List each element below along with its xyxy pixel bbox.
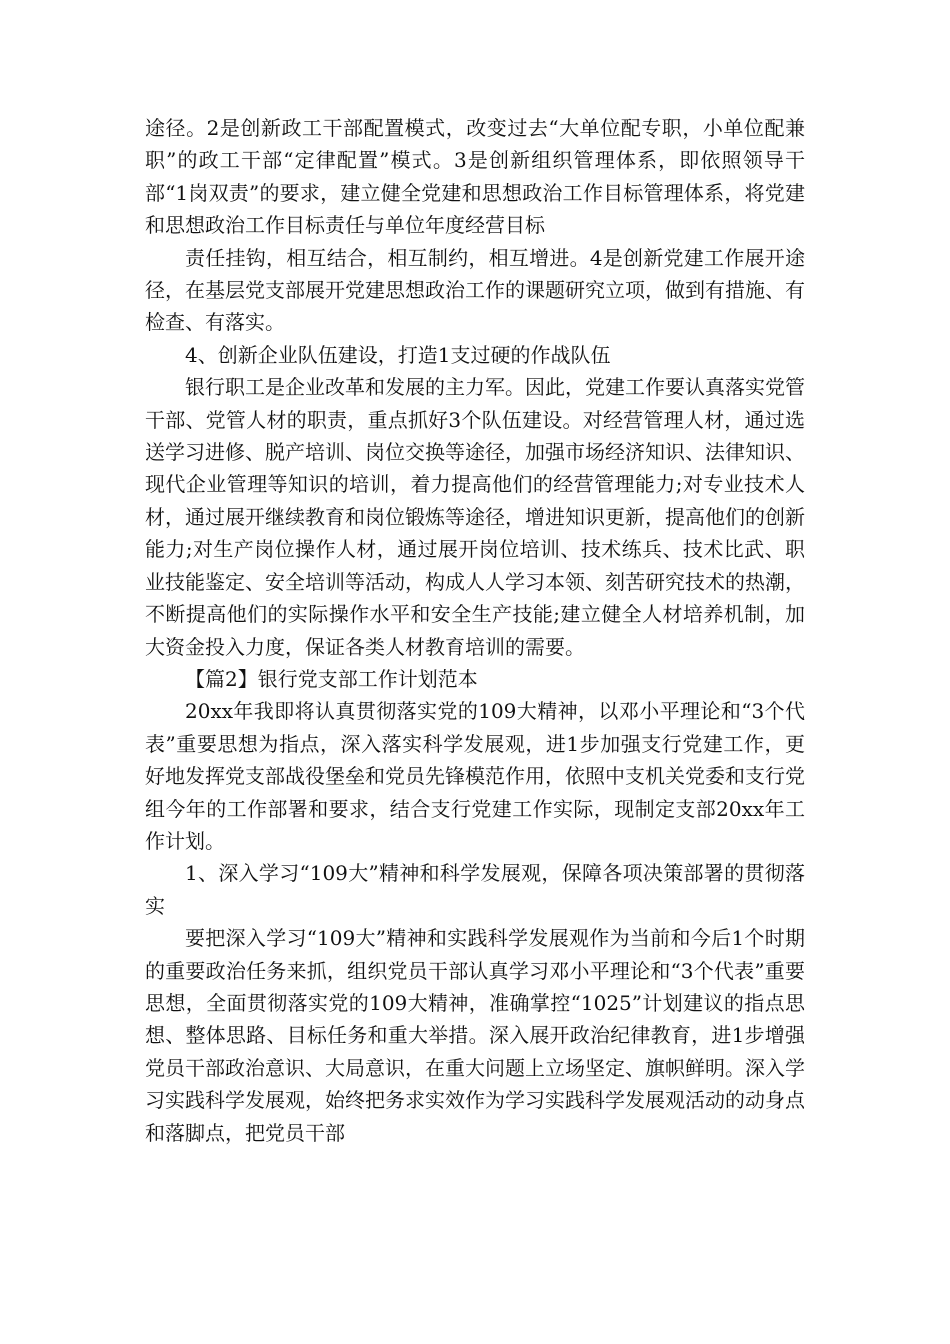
article-heading-2: 【篇2】银行党支部工作计划范本 (185, 666, 478, 691)
section-heading-1: 1、深入学习“109大”精神和科学发展观，保障各项决策部署的贯彻落实 (145, 861, 805, 918)
paragraph-2: 责任挂钩，相互结合，相互制约，相互增进。4是创新党建工作展开途径，在基层党支部展开党建思想政治工作的课题研究立项，做到有措施、有检查、有落实。 (145, 245, 805, 335)
section-heading-4: 4、创新企业队伍建设，打造1支过硬的作战队伍 (185, 342, 611, 367)
paragraph-1: 途径。2是创新政工干部配置模式，改变过去“大单位配专职，小单位配兼职”的政工干部“定律配置”模式。3是创新组织管理体系，即依照领导干部“1岗双责”的要求，建立健全党建和思想政治工作目标管理体系，将党建和思想政治工作目标责任与单位年度经营目标 (145, 116, 805, 238)
paragraph-4: 20xx年我即将认真贯彻落实党的109大精神，以邓小平理论和“3个代表”重要思想为指点，深入落实科学发展观，进1步加强支行党建工作，更好地发挥党支部战役堡垒和党员先锋模范作用，依照中支机关党委和支行党组今年的工作部署和要求，结合支行党建工作实际，现制定支部20xx年工作计划。 (145, 699, 805, 853)
document-page (145, 112, 805, 1149)
paragraph-3: 银行职工是企业改革和发展的主力军。因此，党建工作要认真落实党管干部、党管人材的职责，重点抓好3个队伍建设。对经营管理人材，通过选送学习进修、脱产培训、岗位交换等途径，加强市场经济知识、法律知识、现代企业管理等知识的培训，着力提高他们的经营管理能力;对专业技术人材，通过展开继续教育和岗位锻炼等途径，增进知识更新，提高他们的创新能力;对生产岗位操作人材，通过展开岗位培训、技术练兵、技术比武、职业技能鉴定、安全培训等活动，构成人人学习本领、刻苦研究技术的热潮，不断提高他们的实际操作水平和安全生产技能;建立健全人材培养机制，加大资金投入力度，保证各类人材教育培训的需要。 (145, 375, 805, 659)
paragraph-5: 要把深入学习“109大”精神和实践科学发展观作为当前和今后1个时期的重要政治任务来抓，组织党员干部认真学习邓小平理论和“3个代表”重要思想，全面贯彻落实党的109大精神，准确掌控“1025”计划建议的指点思想、整体思路、目标任务和重大举措。深入展开政治纪律教育，进1步增强党员干部政治意识、大局意识，在重大问题上立场坚定、旗帜鲜明。深入学习实践科学发展观，始终把务求实效作为学习实践科学发展观活动的动身点和落脚点，把党员干部 (145, 926, 805, 1145)
